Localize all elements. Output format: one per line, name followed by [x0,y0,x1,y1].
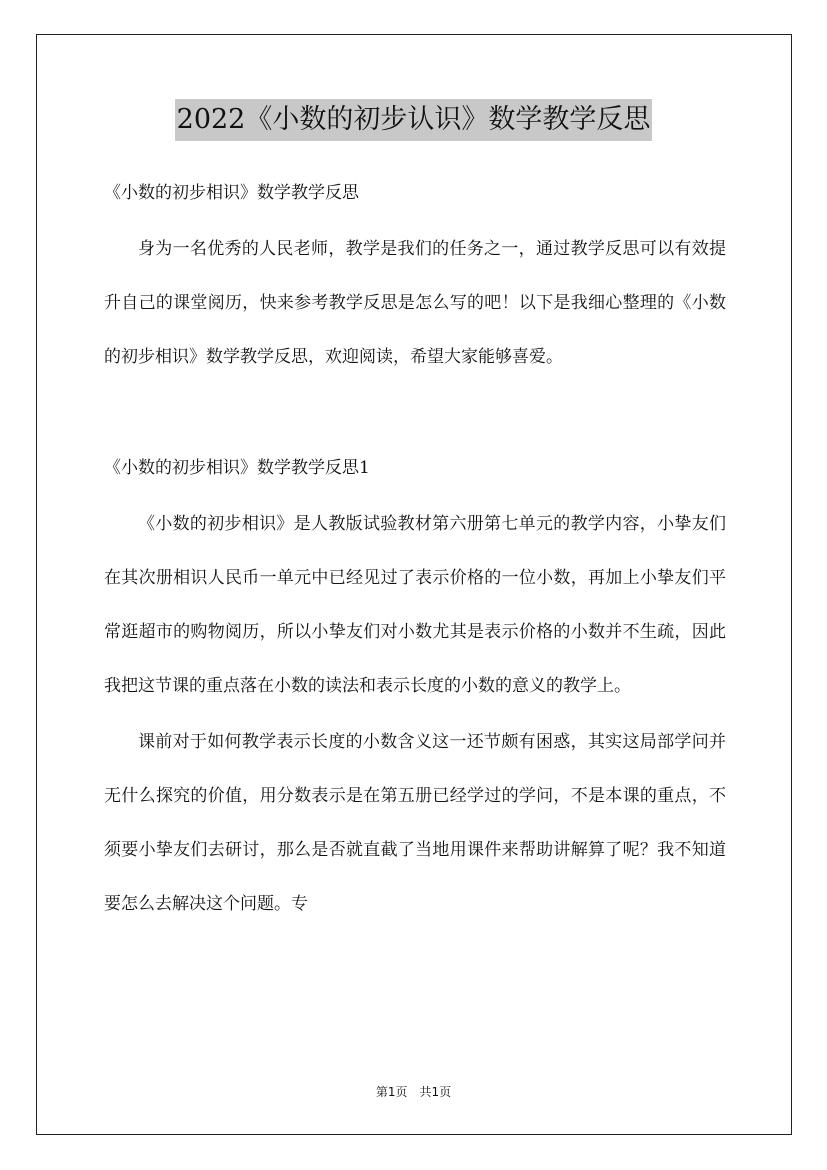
intro-paragraph: 身为一名优秀的人民老师，教学是我们的任务之一，通过教学反思可以有效提升自己的课堂阅历，快来参考教学反思是怎么写的吧！以下是我细心整理的《小数的初步相识》数学教学反思，欢迎阅读，希望大家能够喜爱。 [104,239,726,367]
document-body [104,172,726,931]
body-paragraph: 《小数的初步相识》是人教版试验教材第六册第七单元的教学内容，小挚友们在其次册相识人民币一单元中已经见过了表示价格的一位小数，再加上小挚友们平常逛超市的购物阅历，所以小挚友们对小数尤其是表示价格的小数并不生疏，因此我把这节课的重点落在小数的读法和表示长度的小数的意义的教学上。 [104,514,726,696]
document-title: 2022《小数的初步认识》数学教学反思 [175,99,653,141]
page-number-current: 第1页 [375,1085,408,1099]
body-paragraph: 课前对于如何教学表示长度的小数含义这一还节颇有困惑，其实这局部学问并无什么探究的价值，用分数表示是在第五册已经学过的学问，不是本课的重点，不须要小挚友们去研讨，那么是否就直截了当地用课件来帮助讲解算了呢？我不知道要怎么去解决这个问题。专 [104,732,726,914]
page-footer [0,1084,827,1100]
section-heading: 《小数的初步相识》数学教学反思1 [104,458,370,478]
spacer [104,384,726,447]
page-number-total: 共1页 [419,1085,452,1099]
title-container [0,99,827,141]
section-heading: 《小数的初步相识》数学教学反思 [104,183,359,203]
